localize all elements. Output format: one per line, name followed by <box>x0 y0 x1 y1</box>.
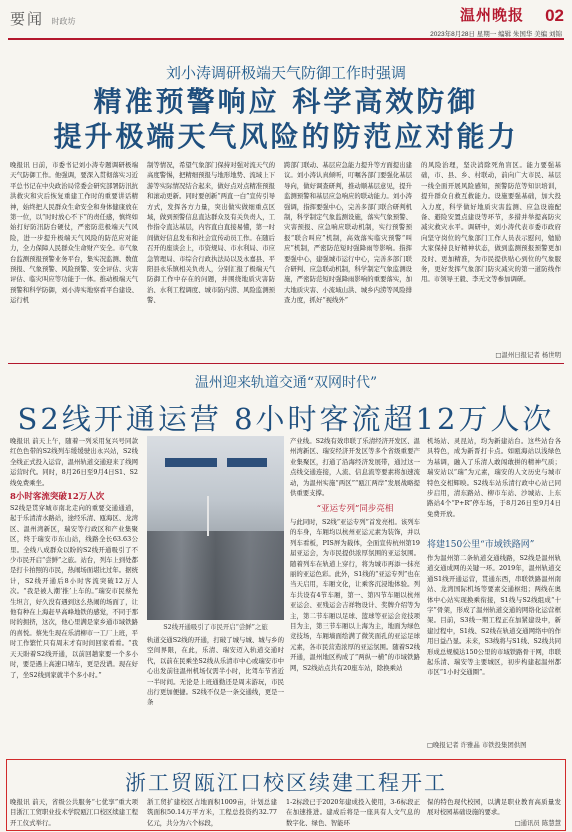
section-name: 要闻 <box>10 11 45 28</box>
article2-column-2: 轨道交通S2线的开通，打破了城与城、城与乡的空间界限，在此，乐清、瑞安迈入轨道交通时代，以前在民乘坐S2线从乐清市中心或瑞安市中心出发前往温州机场仅需半小时，比驾车节省近一半时间。无论是上班通勤还是周末游玩，市民出行更加便捷。S2线不仅是一条交通线，更是一条 <box>147 636 284 707</box>
article2-column-3-lead: 产业线。S2线有效串联了乐清经济开发区、温州湾新区、瑞安经济开发区等多个省级重要产业集聚区，打通了沿海经济发展带，通过这一点线交通连接，人流、信息流等要素将加速流动，为温州实施“两区”“瓯江两岸”发展战略提供重要支撑。 <box>290 437 420 498</box>
article2-subhead-1: 8小时客流突破12万人次 <box>10 492 105 502</box>
station-sign <box>165 458 217 467</box>
article2-headline: S2线开通运营 8小时客流超12万人次 <box>17 402 555 436</box>
dateline: 2023年8月28日 星期一 编辑 朱国华 美编 刘锦 <box>430 31 562 38</box>
article1-headline-line2: 提升极端天气风险的防范应对能力 <box>53 120 519 153</box>
section-sublabel: 时政坊 <box>51 17 76 26</box>
article1-column-3: 跨部门联动、基层应急能力提升等方面提出建议。刘小涛认真倾听，叮嘱各部门要强化基层导向，做好调查研判，推动顺基层意见，提升监测预警和基层应急响应的联动能力。刘小涛强调，指挥要强中心，完善多部门联合研判机制，科学制定气象监测设施，落实气象预警、灾害预报、应急响应联动机制，实行预警预报“联合叫应”机制，高效落实临灾预警“叫应”机制，严密防范短时强降雨等影响。指挥要强中心，建强城市运行中心，完善多部门联合研判、应急联动机制，科学制定气象监测设施，严密防范短时强降雨影响的重要落实，加大地质灾害、小流域山洪、城乡内涝等风险排查力度，抓好“视线外” <box>284 161 412 305</box>
page-number: 02 <box>545 6 564 25</box>
s2-line-opening-photo <box>147 436 284 620</box>
article2-byline: □晚报记者 许雅晶 市铁投集团供图 <box>427 741 527 749</box>
section-header <box>10 8 75 29</box>
article-divider <box>8 363 564 364</box>
article3-column-1: 晚报讯 前天，省级公共服务“七优享”重大项目浙江工贸职业技术学院瓯江口校区续建工程开工仪式举行。 <box>10 798 138 827</box>
article2-subhead-3: 将建150公里“市域铁路网” <box>427 540 535 550</box>
newspaper-logo: 温州晚报 <box>459 6 524 24</box>
article2-column-4-body: 作为温州第二条轨道交通线路，S2线是温州轨道交通成网的关键一环。2019年，温州轨道交通S1线开通运营，贯通东西，串联铁路温州南站、龙湾国际机场等要素交通枢纽；两线在奥体中心站实现换乘衔接，S1线与S2线组成“十字”骨架，形成了温州轨道交通的网络化运营框架。目前，S3线一期工程正在加紧建设中，新建过程中，S1线、S2线在轨道交通网络中的作用日益凸显。未来，S3线将与S1线、S2线共同形成总规模达150公里的市域铁路骨干网，串联起乐清、瑞安等主要城区，初步构建起温州都市区“1小时交通圈”。 <box>427 554 561 677</box>
photo-caption: S2线开通吸引了市民开启“尝鲜”之旅 <box>163 623 268 631</box>
article1-headline-line1: 精准预警响应 科学高效防御 <box>93 85 479 118</box>
article1-column-1: 晚报讯 日前，市委书记刘小涛专题调研极端天气防御工作。他强调，要深入贯彻落实习近平总书记在中央政治局常委会研究部署防汛抗洪救灾和灾后恢复重建工作时的重要讲话精神，始终把人民群众生命安全和身体健康放在第一位，以“时时放心不下”的责任感，慎终如始打好防汛防台硬仗，严密防范极端天气风险，进一步提升极端天气风险的防范应对能力，全力保障人民群众生命财产安全。市气象台监测预报预警业务平台，集实况监测、数值预报、气象预警、风险预警、安全评估、灾害评估、临灾叫应等功能于一体。推动极端天气预警和科学防御，刘小涛实地察看平台建设、运行机 <box>10 161 138 305</box>
article2-column-1-lead: 晚报讯 前天上午，随着一列采用复兴号同款红色色带的S2线列车缓缓驶出永兴站，S2线全线正式投入运营，温州轨道交通迎来了线网运营时代。同时，8月26日至9月4日S1、S2线免费乘坐。 <box>10 437 138 487</box>
article2-column-4-lead: 机场站、灵昆站，均为新建站台。这些站台各具特色，成为新晋打卡点。如瓯海站以浅绿色为基调，融入了乐清人敢闯敢拼的精神气质；瑞安站以“瑞”为元素，瑞安的人文历史与城市特色交相辉映。S2线车站乐清行政中心站已同步启用，清东路站、柳市车站、沙城站、上东路站4个“P+R”停车场，于8月26日至9月4日免费开放。 <box>427 437 561 518</box>
station-sign <box>227 458 267 467</box>
article3-column-4: 保的特色现代校园，以满足职业教育高质量发展对校园基础设施的要求。 <box>427 798 561 817</box>
article1-column-2: 制等情况，希望气象部门保持对强对流天气的高度警惕，把精细预报与地形地势、流域上下游等实际情况结合起来，做好点对点精准预报和滚动更新。同时要创新“两直一白”宣传引导方式，发挥各方力量，突出做实做细重点区域，做到预警信息直达群众及有关负责人，工作指令直达基层，内容直白直接易懂，第一时间做好信息发布和社会宣传动员工作。在随后召开的座谈会上，市资规局、市水利局、市应急管理局、市综合行政执法局以及永嘉县、平阳县永乐镇相关负责人，分别汇报了极端天气防御工作中存在的问题，并围绕地质灾害防治、水利工程调度、城市防内涝、风险监测预警、 <box>147 161 275 305</box>
crowd-area <box>147 531 284 620</box>
article3-byline: □通讯员 陈慧慧 <box>514 819 561 827</box>
article2-subhead-2: “亚运专列”同步亮相 <box>316 504 394 514</box>
article3-column-2: 浙工贸扩建校区占地面积1009亩，计划总建筑面积50.14万平方米，工程总投资约32.77亿元，共分为六个标段， <box>147 798 277 827</box>
article3-headline: 浙工贸瓯江口校区续建工程开工 <box>125 771 447 795</box>
article2-column-3-body: 与此同时，S2线“亚运专列”首发亮相。该列车的车身，车厢均以杭州亚运元素为装饰，并以列车看板，PIS屏为载体，全面宣传杭州第19届亚运会，为市民提供浓厚氛围的亚运氛围。随着列车在轨道上穿行，将为城市再添一抹亮丽的亚运色彩。此外，S1线的“亚运专列”也在当天启用，车厢文化，让乘客沉浸地体验。列车共设有4节车厢，第一、第四节车厢以杭州亚运会、亚残运会吉祥物设计、奖牌介绍等为主，第二节车厢以足球、篮球等亚运会竞技项目为主，第三节车厢以上海为主，地面为绿色竞技场，车厢墙面绘满了微笑面孔的亚运足球元素，各市民营造浓厚的亚运氛围。随着S2线开通，温州地区构成了“两纵一横”的市域铁路网，S2线站点共有20座车站，除换乘站 <box>290 518 420 672</box>
article2-column-1-body: S2线是贯穿城市南北走向的重要交通通道，起于乐清清水路站，途经乐清、瓯海区、龙湾区、温州湾新区，瑞安等行政区和产业集聚区，终于瑞安市东山站，线路全长63.63公里。全线八成群众以盼的S2线开通吸引了不少市民开启“尝鲜”之旅。站台，列车上到处都是打卡拍照的市民，热闹场面堪比过年。据统计，S2线开通后8小时客流突破12万人次。“我是被人潮‘推’上车的。”瑞安市民蔡先生坦言，好久没有遇到这么热闹的场面了，让他有种在上海赶早高峰地铁的感觉，不同于那时的拥挤，这次，他心里满是家乡通市域铁路的喜悦。蔡先生现在乐清柳市一工厂上班，平时工作繁忙只有周末才有时间回家看看。“我天天盼着S2线开通，以前回趟家要一个多小时，要是遇上高速口堵车，更是没谱。现在好了，坐S2线到家就半个多小时。” <box>10 504 138 679</box>
article2-kicker: 温州迎来轨道交通“双网时代” <box>194 375 378 391</box>
header-rule <box>8 38 564 40</box>
article3-column-3: 1-2标段已于2020年建成投入使用，3-6标段正在加速推进。建成后将是一座具有人文气息的数字化、绿色、智能环 <box>286 798 420 827</box>
article1-byline: □温州日报记者 杨世明 <box>495 351 561 359</box>
platform-pillar <box>207 496 209 536</box>
article1-kicker: 刘小涛调研极端天气防御工作时强调 <box>165 64 406 82</box>
article1-column-4: 的风险治理，坚决消除死角盲区。能力要强基础，市、县、乡、村联动，前向广大市民、基层一线全面开展风险感知，预警防范等知识培训，提升群众自救互救能力。设施要强基础，加大投入力度，科学做好地质灾害监测、应急设施配备、避险安置点建设等环节，多措并举提高防灾减灾救灾水平。调研中，刘小涛代表市委市政府向坚守岗位的气象部门工作人员表示慰问，勉励大家保持良好精神状态，做到监测预报预警更加及时、更加精准，为市民提供贴心到位的气象服务，更好发挥气象部门防灾减灾的第一道防线作用。市领导王毅、李无文等参加调研。 <box>421 161 561 284</box>
